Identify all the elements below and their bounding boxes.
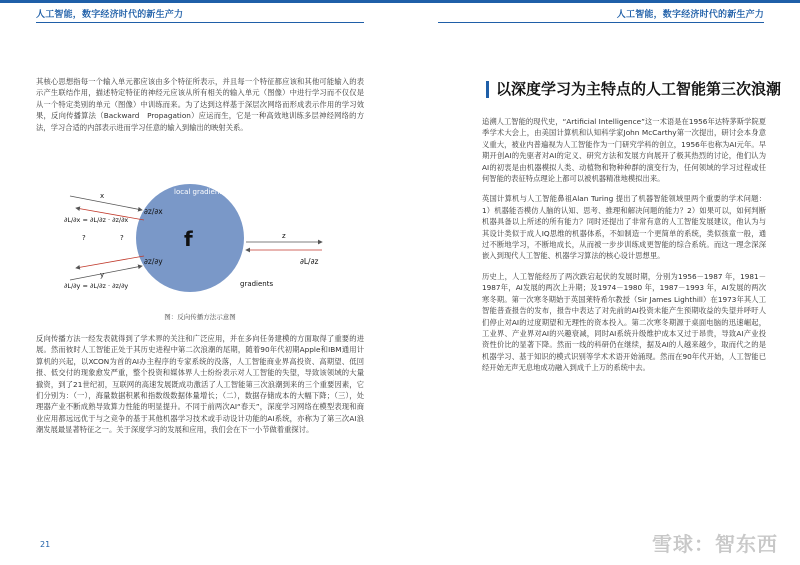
label-partial-zy: ∂z/∂y [144, 257, 163, 266]
label-qmark-1: ? [82, 234, 86, 242]
arrow-x-forward [70, 196, 142, 210]
header-left-title: 人工智能，数字经济时代的新生产力 [36, 10, 184, 20]
label-function-f: f [184, 227, 193, 251]
figure-caption: 图：反向传播方法示意图 [164, 313, 236, 321]
label-qmark-2: ? [120, 234, 124, 242]
label-var-y: y [100, 271, 105, 279]
left-page-column [36, 76, 364, 142]
page-number: 21 [40, 540, 51, 549]
left-page-column-lower [36, 333, 364, 445]
label-partial-zx: ∂z/∂x [144, 207, 163, 216]
label-var-z: z [282, 232, 286, 240]
label-partial-lz: ∂L/∂z [300, 257, 319, 266]
header-rule-right [438, 22, 764, 23]
left-paragraph-1: 其核心思想指每一个输入单元都应该由多个特征所表示，并且每一个特征都应该和其他可能输入的表示产生联结作用，描述特定特征的神经元应该从所有相关的输入单元（图像）中进行学习而不仅仅是从一个特定类别的单元（图像）中训练而来。为了达到这样基于深层次网络而形成表示作用的学习效果，反向传播算法（Backward Propagation）应运而生，它是一种高效地训练多层神经网络的方法，学习合适的内部表示进而学习任意的输入到输出的映射关系。 [36, 77, 364, 132]
arrow-y-backward [76, 256, 144, 268]
label-gradients: gradients [240, 280, 274, 288]
right-paragraph-3: 历史上，人工智能经历了两次跌宕起伏的发展时期，分别为1956－1987 年，1981－1987年，AI发展的两次上升期；及1974－1980 年，1987－1993 年，AI发展的两次寒冬期。第一次寒冬期始于英国莱特希尔教授（Sir James Lighthill）在1973年其人工智能普查报告的发布，报告中表达了对先前的AI投资未能产生预期收益的失望并呼吁人们停止对AI的过度期望和无理性的资本投入。第二次寒冬期源于桌面电脑的迅速崛起，工业界、产业界对AI的兴趣衰减，同时AI系统升级维护成本又过于昂贵，导致AI产业投资性价比的显著下降。然而一线的科研仍在继续，据及AI的人越来越少，取而代之的是机器学习、基于知识的模式识别等学术术语开始涌现。然而在90年代开始，人工智能已经开始无声无息地成功融入到成千上万的系统中去。 [482, 271, 766, 373]
watermark: 雪球：智东西 [652, 532, 778, 556]
right-paragraph-1: 追溯人工智能的现代史，“Artificial Intelligence”这一术语是在1956年达特茅斯学院夏季学术大会上，由美国计算机和认知科学家John McCarthy第一次提出，研讨会本身意义重大，被业内普遍视为人工智能作为一门研究学科的创立，1956年也称为AI元年。早期开创AI的先驱者对AI的定义、研究方法和发展方向展开了极其热烈的讨论，他们认为AI的初衷是由机器模拟人类、动植物和物种种群的演变行为，任何领域的学习过程或任何智能的表征特点理论上都可以被机器精准地模拟出来。 [482, 117, 766, 184]
right-paragraph-2: 英国计算机与人工智能鼻祖Alan Turing 提出了机器智能领域里两个重要的学术问题：1）机器能否模仿人脑的认知、思考、推理和解决问题的能力？2）如果可以，如何判断机器具备以上所述的所有能力？同时还提出了非常有意的人工智能发展建议，他认为与其设计类似于成人IQ思维的机器体系，不如制造一个更简单的系统，类似孩童一般，通过不断地学习，不断地成长，从而被一步步训练成更智能的综合系统。而这一理念深深嵌入到现代人工智能、机器学习算法的核心设计思想里。 [482, 194, 766, 261]
arrow-y-forward [70, 266, 142, 280]
top-accent-line [0, 0, 800, 3]
label-var-x: x [100, 192, 105, 200]
backprop-figure [60, 180, 360, 298]
label-grad-ly: ∂L/∂y = ∂L/∂z · ∂z/∂y [64, 282, 129, 290]
label-grad-lx: ∂L/∂x = ∂L/∂z · ∂z/∂x [64, 216, 129, 224]
label-local-gradient: local gradient [174, 188, 223, 196]
section-title: 以深度学习为主特点的人工智能第三次浪潮 [486, 81, 781, 98]
right-page-column [482, 116, 766, 383]
left-paragraph-2: 反向传播方法一经发表就得到了学术界的关注和广泛应用，并在多向任务建模的方面取得了重要的进展。然而彼时人工智能正处于其历史进程中第二次浪潮的尾期，随着90年代初期Apple和IBM通用计算机的兴起，以XCON为首的AI办主程序的专家系统的没落，人工智能商业界高投资、高期望、低回报、低交付的现象愈发严重，整个投资和媒体界人士纷纷表示对人工智能的失望，导致该领域的大量撤资，到了21世纪初，互联网的高速发展既成功激活了人工智能第三次浪潮到来的三个重要因素，它们分别为：（一），海量数据积累和指数级数据体量增长；（二），数据存储成本的大幅下降；（三），处理器产业不断成熟导致算力性能的明显提升。不同于前两次AI“春天”，深度学习网络在模型表现和商业应用都远远优于与之竞争的基于其他机器学习技术或手动设计功能的AI系统，亦称为了第三次AI浪潮发展最显著特征之一。关于深度学习的发展和应用，我们会在下一小节做着重探讨。 [36, 334, 364, 435]
header-right-title: 人工智能，数字经济时代的新生产力 [616, 10, 764, 20]
header-rule-left [36, 22, 364, 23]
